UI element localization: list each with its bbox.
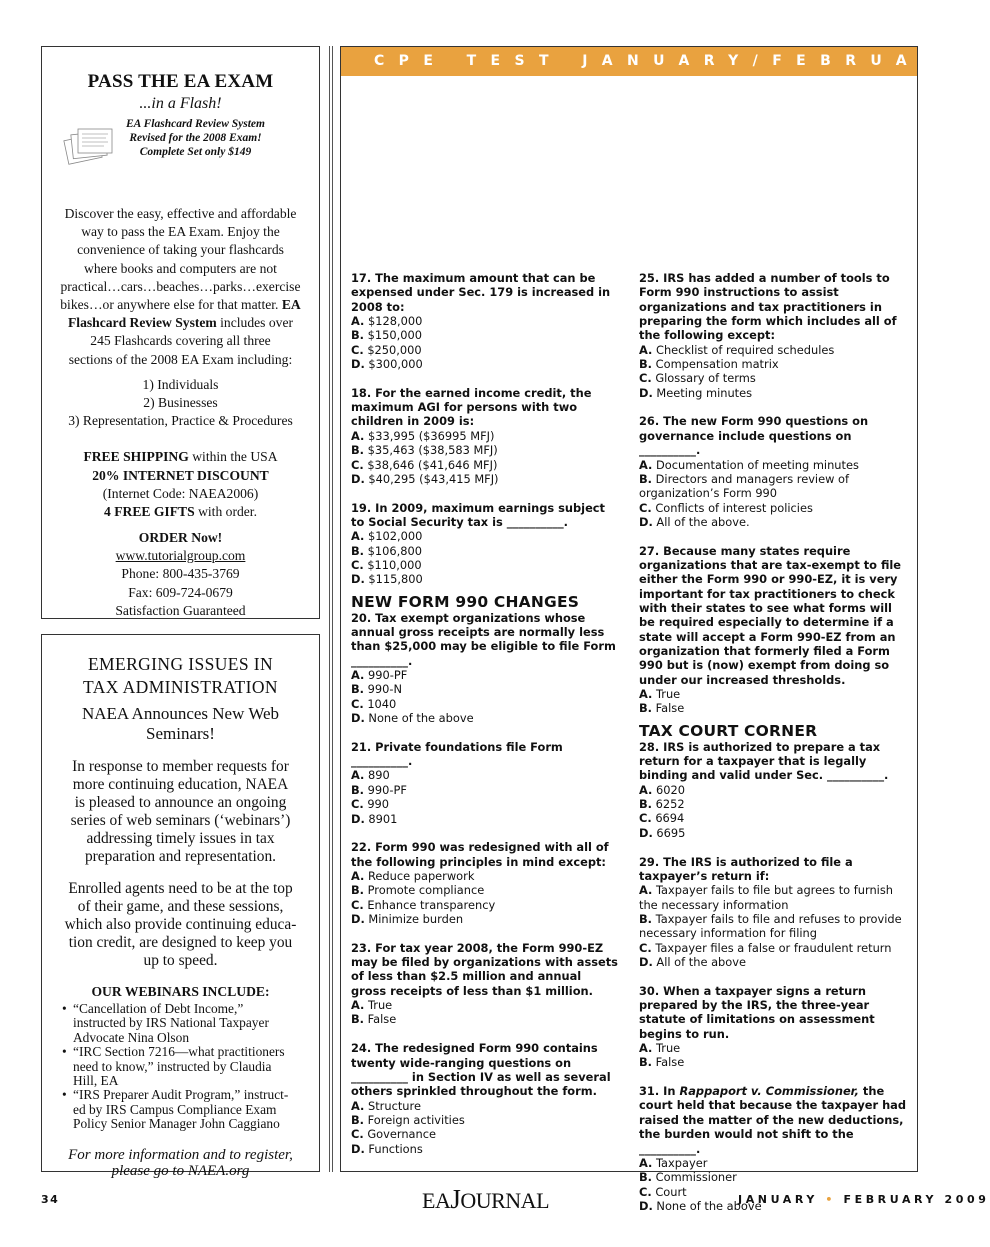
webinars-subtitle bbox=[42, 704, 319, 744]
option-text: Court bbox=[655, 1184, 687, 1199]
answer-option bbox=[351, 458, 619, 472]
option-text: False bbox=[367, 1012, 397, 1027]
option-text: 990-PF bbox=[367, 782, 407, 797]
offer-text: within the USA bbox=[192, 449, 278, 465]
option-text: True bbox=[655, 687, 681, 702]
option-text: Conflicts of interest policies bbox=[655, 500, 813, 515]
question-19 bbox=[351, 501, 619, 587]
questions-column-left bbox=[351, 271, 619, 1170]
option-letter: D. bbox=[351, 572, 365, 587]
webinars-list bbox=[62, 1002, 305, 1132]
option-text: 8901 bbox=[368, 811, 398, 826]
option-letter: C. bbox=[639, 811, 652, 826]
page-number: 34 bbox=[41, 1193, 60, 1206]
option-letter: D. bbox=[639, 1198, 653, 1213]
ad-title: PASS THE EA EXAM bbox=[87, 71, 274, 92]
logo-part: J bbox=[450, 1184, 461, 1214]
webinar-item bbox=[62, 1002, 305, 1045]
answer-option bbox=[639, 797, 907, 811]
offer-text: with order. bbox=[198, 504, 257, 520]
option-text: $106,800 bbox=[367, 543, 422, 558]
date-month-year: FEBRUARY 2009 bbox=[843, 1193, 990, 1206]
option-letter: A. bbox=[351, 868, 365, 883]
answer-option bbox=[351, 883, 619, 897]
free-gifts bbox=[42, 503, 319, 521]
answer-option bbox=[351, 668, 619, 682]
section-heading-990: NEW FORM 990 CHANGES bbox=[351, 592, 580, 611]
register-line: For more information and to register, bbox=[68, 1146, 293, 1163]
offer-bold: FREE SHIPPING bbox=[83, 449, 189, 465]
option-text: Structure bbox=[367, 1098, 421, 1113]
option-text: $250,000 bbox=[367, 342, 422, 357]
webinar-line: • “IRC Section 7216—what practitioners bbox=[73, 1044, 285, 1060]
answer-option bbox=[351, 544, 619, 558]
ad-body-line: 245 Flashcards covering all three bbox=[90, 333, 271, 349]
option-letter: D. bbox=[351, 357, 365, 372]
question-29 bbox=[639, 855, 907, 970]
option-text: $110,000 bbox=[367, 557, 422, 572]
enrolled-agents-paragraph bbox=[58, 880, 303, 970]
option-text: $150,000 bbox=[367, 328, 422, 343]
option-letter: B. bbox=[351, 543, 365, 558]
webinar-line: ed by IRS Campus Compliance Exam bbox=[73, 1101, 277, 1117]
option-letter: C. bbox=[351, 696, 364, 711]
answer-option bbox=[639, 1041, 907, 1055]
option-text: 990-PF bbox=[367, 668, 408, 683]
date-separator: • bbox=[825, 1193, 837, 1206]
ad-body-line: sections of the 2008 EA Exam including: bbox=[68, 351, 293, 367]
option-letter: A. bbox=[639, 457, 653, 472]
ad-body-text: includes over bbox=[220, 315, 294, 331]
option-letter: B. bbox=[639, 471, 653, 486]
paragraph-line: preparation and representation. bbox=[84, 848, 276, 865]
webinar-item bbox=[62, 1088, 305, 1131]
question-stem bbox=[639, 1084, 907, 1156]
option-text: True bbox=[655, 1041, 681, 1056]
paragraph-line: more continuing education, NAEA bbox=[72, 776, 289, 793]
webinar-line: • “IRS Preparer Audit Program,” instruct- bbox=[73, 1087, 289, 1103]
answer-option bbox=[639, 458, 907, 472]
option-letter: D. bbox=[639, 954, 653, 969]
option-letter: B. bbox=[351, 782, 365, 797]
webinar-line: Hill, EA bbox=[73, 1073, 119, 1089]
question-stem: 23. For tax year 2008, the Form 990-EZ may be filed by organizations with assets of less than $2.5 million and annual gross receipts of less than $1 million. bbox=[351, 940, 618, 998]
option-text: Taxpayer files a false or fraudulent return bbox=[655, 940, 892, 955]
option-text: Promote compliance bbox=[367, 883, 485, 898]
option-text: False bbox=[655, 701, 685, 716]
option-letter: B. bbox=[351, 682, 365, 697]
option-letter: C. bbox=[351, 897, 364, 912]
list-item: 3) Representation, Practice & Procedures bbox=[68, 413, 293, 429]
option-letter: B. bbox=[639, 911, 653, 926]
answer-option bbox=[351, 314, 619, 328]
option-letter: B. bbox=[351, 1012, 365, 1027]
order-block bbox=[42, 529, 319, 620]
answer-option bbox=[639, 343, 907, 357]
answer-option bbox=[351, 768, 619, 782]
answer-option bbox=[351, 797, 619, 811]
title-line: TAX ADMINISTRATION bbox=[83, 677, 278, 697]
subtitle-line: Seminars! bbox=[146, 724, 215, 743]
question-18 bbox=[351, 386, 619, 486]
ea-journal-logo bbox=[422, 1184, 549, 1215]
question-stem: 26. The new Form 990 questions on governance include questions on __________. bbox=[639, 414, 869, 458]
option-text: Taxpayer fails to file and refuses to provide necessary information for filing bbox=[639, 911, 902, 941]
option-letter: A. bbox=[351, 998, 365, 1013]
option-text: All of the above bbox=[656, 954, 747, 969]
answer-option bbox=[639, 501, 907, 515]
webinar-item bbox=[62, 1045, 305, 1088]
question-stem: 22. Form 990 was redesigned with all of the following principles in mind except: bbox=[351, 840, 609, 869]
answer-option bbox=[351, 1099, 619, 1113]
intro-paragraph bbox=[58, 758, 303, 866]
questions-column-right bbox=[639, 271, 907, 1228]
ad-body-line: Discover the easy, effective and affordable bbox=[64, 206, 297, 221]
ad-body-line: practical…cars…beaches…parks…exercise bbox=[60, 278, 301, 294]
answer-option bbox=[351, 343, 619, 357]
option-text: $102,000 bbox=[367, 529, 423, 544]
free-shipping bbox=[42, 448, 319, 466]
option-text: Foreign activities bbox=[367, 1112, 465, 1127]
option-text: Directors and managers review of organization’s Form 990 bbox=[639, 471, 850, 501]
option-letter: A. bbox=[351, 314, 365, 329]
option-text: 890 bbox=[367, 768, 390, 783]
option-letter: C. bbox=[351, 1127, 364, 1142]
option-text: $300,000 bbox=[368, 357, 423, 372]
answer-option bbox=[639, 826, 907, 840]
option-letter: D. bbox=[351, 811, 365, 826]
answer-option bbox=[639, 811, 907, 825]
option-letter: C. bbox=[351, 797, 364, 812]
register-line: please go to NAEA.org bbox=[111, 1163, 250, 1180]
naea-webinars-box bbox=[41, 634, 320, 1180]
option-letter: D. bbox=[639, 385, 653, 400]
question-22 bbox=[351, 840, 619, 926]
option-letter: B. bbox=[639, 357, 653, 372]
column-divider bbox=[332, 46, 333, 1172]
product-line: Complete Set only $149 bbox=[139, 146, 252, 158]
option-text: True bbox=[367, 998, 393, 1013]
webinar-line: Policy Senior Manager John Caggiano bbox=[73, 1116, 280, 1132]
option-letter: C. bbox=[639, 371, 652, 386]
subtitle-line: NAEA Announces New Web bbox=[81, 704, 280, 723]
cpe-banner: CPE TEST JANUARY/FEBRUARY bbox=[341, 47, 917, 76]
order-heading: ORDER Now! bbox=[138, 529, 223, 545]
question-24 bbox=[351, 1041, 619, 1156]
option-text: Reduce paperwork bbox=[367, 868, 475, 883]
option-text: All of the above. bbox=[656, 514, 750, 529]
section-heading-tax-court: TAX COURT CORNER bbox=[639, 721, 818, 740]
answer-option bbox=[639, 357, 907, 371]
option-letter: A. bbox=[639, 782, 653, 797]
answer-option bbox=[351, 682, 619, 696]
paragraph-line: of their game, and these sessions, bbox=[77, 898, 284, 915]
question-27 bbox=[639, 544, 907, 716]
ad-body-bold: Flashcard Review System bbox=[67, 315, 217, 331]
stem-text: 31. In bbox=[639, 1084, 676, 1099]
option-letter: B. bbox=[351, 443, 365, 458]
option-text: 6694 bbox=[655, 811, 685, 826]
internet-code: (Internet Code: NAEA2006) bbox=[102, 486, 259, 502]
answer-option bbox=[351, 357, 619, 371]
option-text: $115,800 bbox=[368, 572, 423, 587]
question-stem: 17. The maximum amount that can be expensed under Sec. 179 is increased in 2008 to: bbox=[351, 271, 611, 314]
option-letter: C. bbox=[639, 1184, 652, 1199]
paragraph-line: series of web seminars (‘webinars’) bbox=[70, 812, 291, 829]
tutorialgroup-link[interactable]: www.tutorialgroup.com bbox=[115, 547, 246, 563]
answer-option bbox=[639, 515, 907, 529]
option-letter: C. bbox=[351, 342, 364, 357]
ad-body-line bbox=[56, 314, 305, 332]
ea-flashcard-ad bbox=[41, 46, 320, 619]
fax-number: Fax: 609-724-0679 bbox=[128, 584, 233, 600]
answer-option bbox=[639, 472, 907, 501]
paragraph-line: which also provide continuing educa- bbox=[64, 916, 297, 933]
question-stem: 21. Private foundations file Form __________. bbox=[351, 739, 563, 769]
question-stem: 19. In 2009, maximum earnings subject to Social Security tax is __________. bbox=[351, 500, 605, 529]
question-30 bbox=[639, 984, 907, 1070]
webinar-line: • “Cancellation of Debt Income,” bbox=[73, 1001, 244, 1016]
option-letter: B. bbox=[639, 1055, 653, 1070]
option-text: Commissioner bbox=[655, 1170, 737, 1185]
answer-option bbox=[351, 328, 619, 342]
answer-option bbox=[351, 898, 619, 912]
option-letter: A. bbox=[639, 342, 653, 357]
option-letter: A. bbox=[351, 1098, 365, 1113]
offer-block bbox=[42, 448, 319, 521]
option-letter: D. bbox=[351, 911, 365, 926]
option-text: Enhance transparency bbox=[367, 897, 496, 912]
option-letter: C. bbox=[351, 557, 364, 572]
paragraph-line: is pleased to announce an ongoing bbox=[74, 794, 287, 811]
option-letter: D. bbox=[639, 825, 653, 840]
answer-option bbox=[639, 371, 907, 385]
question-stem: 25. IRS has added a number of tools to Form 990 instructions to assist organizations and tax practitioners in preparing the form which includes all of the following except: bbox=[639, 271, 897, 343]
question-stem: 29. The IRS is authorized to file a taxpayer’s return if: bbox=[639, 854, 853, 883]
question-26 bbox=[639, 414, 907, 529]
answer-option bbox=[639, 1055, 907, 1069]
question-stem: 20. Tax exempt organizations whose annual gross receipts are normally less than $25,000 may be eligible to file Form __________. bbox=[351, 610, 616, 668]
ad-body-line: way to pass the EA Exam. Enjoy the bbox=[81, 224, 280, 240]
option-text: 990 bbox=[367, 797, 390, 812]
answer-option bbox=[351, 1012, 619, 1026]
question-17 bbox=[351, 271, 619, 371]
ad-body-text: bikes…or anywhere else for that matter. bbox=[60, 297, 279, 313]
answer-option bbox=[639, 955, 907, 969]
answer-option bbox=[639, 912, 907, 941]
issue-date bbox=[738, 1193, 990, 1206]
offer-bold: 4 FREE GIFTS bbox=[104, 504, 195, 520]
option-text: Taxpayer bbox=[655, 1155, 708, 1170]
option-text: Compensation matrix bbox=[655, 357, 779, 372]
question-28 bbox=[639, 740, 907, 840]
answer-option bbox=[639, 1170, 907, 1184]
question-stem: 27. Because many states require organizations that are tax-exempt to file either the Form 990 or 990-EZ, it is very important for tax practitioners to check with their states to see what forms will be required especially to determine if a state will accept a Form 990-EZ from an organization that formerly filed a Form 990 but is (now) exempt from doing so under our increased thresholds. bbox=[639, 543, 902, 687]
option-text: Checklist of required schedules bbox=[655, 342, 835, 357]
answer-option bbox=[639, 386, 907, 400]
answer-option bbox=[351, 998, 619, 1012]
question-stem: 30. When a taxpayer signs a return prepared by the IRS, the three-year statute of limitations on assessment begins to run. bbox=[639, 983, 875, 1041]
logo-part: EA bbox=[422, 1188, 451, 1213]
option-text: 1040 bbox=[367, 696, 397, 711]
option-letter: B. bbox=[639, 797, 653, 812]
option-text: Meeting minutes bbox=[656, 385, 753, 400]
ad-body-bold: EA bbox=[281, 297, 301, 313]
option-text: 6695 bbox=[656, 825, 686, 840]
option-letter: B. bbox=[639, 701, 653, 716]
webinar-line: instructed by IRS National Taxpayer bbox=[73, 1015, 269, 1031]
answer-option bbox=[351, 443, 619, 457]
answer-option bbox=[351, 697, 619, 711]
option-letter: B. bbox=[351, 1112, 365, 1127]
flashcards-icon bbox=[64, 119, 118, 171]
list-item: 2) Businesses bbox=[143, 395, 218, 411]
option-letter: D. bbox=[351, 471, 365, 486]
option-text: Minimize burden bbox=[368, 911, 464, 926]
question-21 bbox=[351, 740, 619, 826]
product-line: Revised for the 2008 Exam! bbox=[129, 132, 262, 144]
option-text: Taxpayer fails to file but agrees to furnish the necessary information bbox=[639, 883, 893, 912]
option-letter: B. bbox=[639, 1170, 653, 1185]
answer-option bbox=[351, 1142, 619, 1156]
paragraph-line: In response to member requests for bbox=[72, 758, 289, 775]
ad-body bbox=[56, 205, 305, 369]
paragraph-line: addressing timely issues in tax bbox=[86, 830, 275, 847]
paragraph-line: Enrolled agents need to be at the top bbox=[68, 880, 293, 897]
option-letter: C. bbox=[639, 940, 652, 955]
option-letter: A. bbox=[639, 687, 653, 702]
answer-option bbox=[351, 558, 619, 572]
answer-option bbox=[351, 812, 619, 826]
option-letter: C. bbox=[639, 500, 652, 515]
option-text: 6252 bbox=[655, 797, 685, 812]
answer-option bbox=[351, 1113, 619, 1127]
webinars-heading: OUR WEBINARS INCLUDE: bbox=[91, 984, 270, 999]
option-text: None of the above bbox=[656, 1198, 762, 1213]
answer-option bbox=[351, 912, 619, 926]
option-letter: A. bbox=[351, 529, 365, 544]
answer-option bbox=[351, 472, 619, 486]
list-item: 1) Individuals bbox=[142, 376, 219, 392]
phone-number: Phone: 800-435-3769 bbox=[121, 566, 240, 582]
product-line: EA Flashcard Review System bbox=[126, 118, 265, 130]
option-text: Glossary of terms bbox=[655, 371, 756, 386]
question-25 bbox=[639, 271, 907, 400]
exam-sections-list bbox=[42, 376, 319, 431]
option-letter: D. bbox=[639, 514, 653, 529]
question-23 bbox=[351, 941, 619, 1027]
answer-option bbox=[351, 1127, 619, 1141]
option-text: $38,646 ($41,646 MFJ) bbox=[367, 457, 498, 472]
date-month: JANUARY bbox=[738, 1193, 818, 1206]
option-letter: A. bbox=[639, 1041, 653, 1056]
ad-body-line: where books and computers are not bbox=[84, 260, 277, 276]
answer-option bbox=[351, 429, 619, 443]
option-text: 990-N bbox=[367, 682, 403, 697]
emerging-issues-title bbox=[42, 653, 319, 699]
ad-body-line bbox=[56, 296, 305, 314]
option-letter: B. bbox=[351, 328, 365, 343]
option-text: False bbox=[655, 1055, 685, 1070]
option-text: Documentation of meeting minutes bbox=[655, 457, 859, 472]
answer-option bbox=[639, 701, 907, 715]
option-text: None of the above bbox=[368, 711, 474, 726]
internet-discount: 20% INTERNET DISCOUNT bbox=[92, 467, 269, 483]
answer-option bbox=[639, 687, 907, 701]
answer-option bbox=[351, 869, 619, 883]
option-letter: A. bbox=[639, 883, 653, 898]
question-20 bbox=[351, 611, 619, 726]
option-letter: D. bbox=[351, 711, 365, 726]
option-letter: D. bbox=[351, 1141, 365, 1156]
option-letter: B. bbox=[351, 883, 365, 898]
webinar-line: need to know,” instructed by Claudia bbox=[73, 1058, 272, 1074]
option-text: $128,000 bbox=[367, 314, 423, 329]
answer-option bbox=[351, 711, 619, 725]
option-text: $33,995 ($36995 MFJ) bbox=[367, 428, 495, 443]
option-text: 6020 bbox=[655, 782, 685, 797]
answer-option bbox=[351, 783, 619, 797]
flashcard-promo bbox=[42, 117, 319, 179]
option-letter: A. bbox=[351, 668, 365, 683]
question-stem: 18. For the earned income credit, the maximum AGI for persons with two children in 2009 is: bbox=[351, 385, 592, 429]
option-letter: A. bbox=[351, 768, 365, 783]
option-letter: A. bbox=[351, 428, 365, 443]
answer-option bbox=[639, 941, 907, 955]
column-divider bbox=[329, 46, 330, 1172]
stem-text: the court held that because the taxpayer had raised the matter of the new deductions, the burden would not shift to the __________. bbox=[639, 1084, 907, 1156]
answer-option bbox=[639, 1156, 907, 1170]
webinar-line: Advocate Nina Olson bbox=[73, 1029, 190, 1045]
paragraph-line: up to speed. bbox=[143, 952, 218, 969]
ad-body-line: convenience of taking your flashcards bbox=[77, 242, 284, 258]
paragraph-line: tion credit, are designed to keep you bbox=[68, 934, 293, 951]
guarantee-text: Satisfaction Guaranteed bbox=[115, 602, 246, 618]
question-stem: 24. The redesigned Form 990 contains twenty wide-ranging questions on __________ in Section IV as well as several others sprinkled throughout the form. bbox=[351, 1041, 611, 1099]
register-note bbox=[56, 1147, 305, 1180]
answer-option bbox=[351, 529, 619, 543]
logo-part: OURNAL bbox=[460, 1188, 550, 1213]
case-name: Rappaport v. Commissioner, bbox=[679, 1084, 859, 1099]
option-text: $35,463 ($38,583 MFJ) bbox=[367, 443, 498, 458]
option-text: Governance bbox=[367, 1127, 437, 1142]
title-line: EMERGING ISSUES IN bbox=[87, 654, 274, 674]
option-letter: A. bbox=[639, 1155, 653, 1170]
option-text: $40,295 ($43,415 MFJ) bbox=[368, 471, 499, 486]
ad-subtitle: ...in a Flash! bbox=[139, 95, 222, 112]
question-stem: 28. IRS is authorized to prepare a tax return for a taxpayer that is legally binding and valid under Sec. __________. bbox=[639, 739, 889, 783]
option-letter: C. bbox=[351, 457, 364, 472]
answer-option bbox=[639, 883, 907, 912]
answer-option bbox=[351, 572, 619, 586]
option-text: Functions bbox=[368, 1141, 423, 1156]
answer-option bbox=[639, 783, 907, 797]
